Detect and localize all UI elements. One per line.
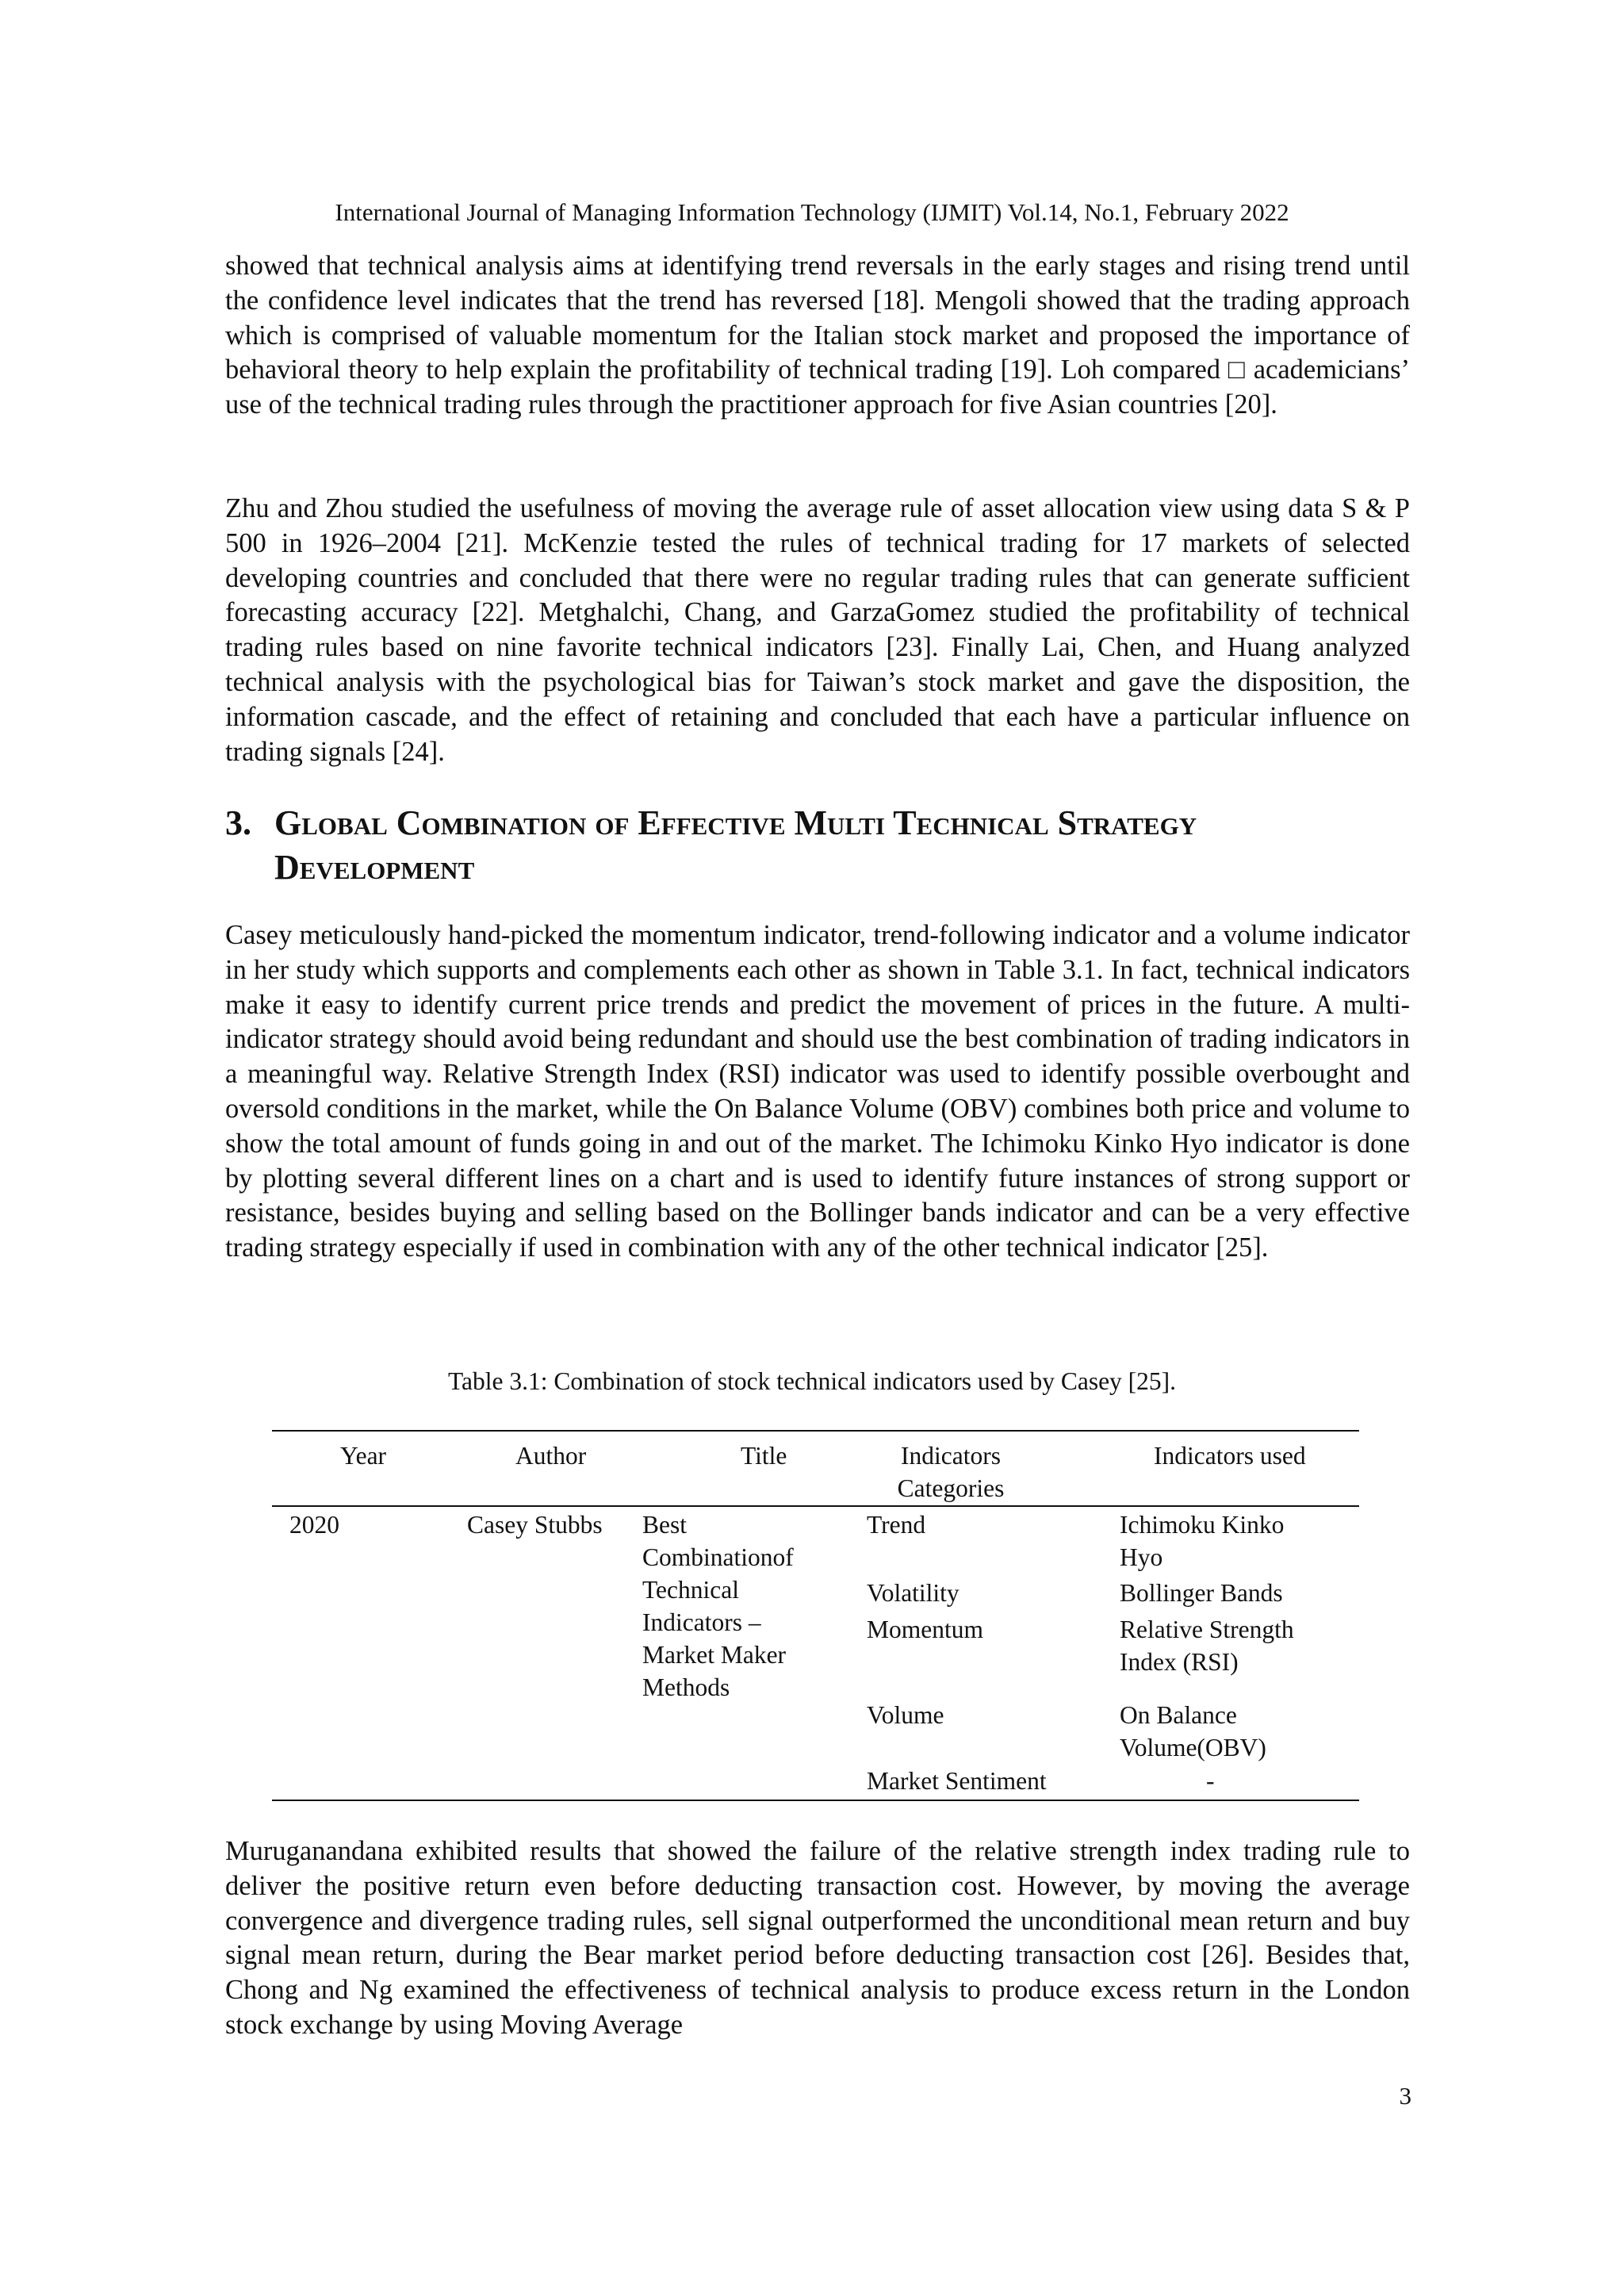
cell-author: Casey Stubbs [467, 1511, 603, 1539]
column-header-categories [868, 1439, 1034, 1504]
cell-title-line: Technical [642, 1576, 739, 1604]
cell-category-volume: Volume [867, 1701, 944, 1729]
paragraph-muruganandana: Muruganandana exhibited results that showed the failure of the relative strength index trading rule to deliver the positive return even before deducting transaction cost. However, by moving the average convergence and divergence trading rules, sell signal outperformed the unconditional mean return and buy signal mean return, during the Bear market period before deducting transaction cost [26]. Besides that, Chong and Ng examined the effectiveness of technical analysis to produce excess return in the London stock exchange by using Moving Average [225, 1836, 1410, 2040]
cell-indicator-line: Index (RSI) [1120, 1648, 1239, 1676]
cell-category-trend: Trend [867, 1511, 926, 1539]
cell-title-line: Market Maker [642, 1641, 787, 1669]
cell-title-line: Best [642, 1511, 688, 1539]
table-caption: Table 3.1: Combination of stock technical indicators used by Casey [25]. [447, 1367, 1177, 1395]
cell-indicator-line: Relative Strength [1120, 1616, 1294, 1643]
cell-indicator-volume [1120, 1699, 1266, 1764]
running-header: International Journal of Managing Information Technology (IJMIT) Vol.14, No.1, February 2022 [335, 198, 1289, 226]
section-title-line-1: Global Combination of Effective Multi Technical Strategy [274, 803, 1197, 842]
cell-category-momentum: Momentum [867, 1616, 983, 1643]
column-header-year: Year [340, 1442, 387, 1470]
cell-indicator-line: On Balance [1120, 1701, 1237, 1729]
cell-indicator-volatility: Bollinger Bands [1120, 1579, 1283, 1607]
cell-category-volatility: Volatility [867, 1579, 959, 1607]
cell-title [642, 1508, 794, 1704]
page-number: 3 [1399, 2082, 1411, 2110]
cell-title-line: Indicators – [642, 1608, 761, 1636]
paragraph-casey-study: Casey meticulously hand-picked the momentum indicator, trend-following indicator and a volume indicator in her study which supports and complements each other as shown in Table 3.1. In fact, technical indicators make it easy to identify current price trends and predict the movement of prices in the future. A multi-indicator strategy should avoid being redundant and should use the best combination of trading indicators in a meaningful way. Relative Strength Index (RSI) indicator was used to identify possible overbought and oversold conditions in the market, while the On Balance Volume (OBV) combines both price and volume to show the total amount of funds going in and out of the market. The Ichimoku Kinko Hyo indicator is done by plotting several different lines on a chart and is used to identify future instances of strong support or resistance, besides buying and selling based on the Bollinger bands indicator and can be a very effective trading strategy especially if used in combination with any of the other technical indicator [25]. [225, 920, 1410, 1263]
cell-category-market-sentiment: Market Sentiment [867, 1767, 1047, 1795]
column-header-categories-line-1: Indicators [901, 1442, 1001, 1470]
cell-title-line: Combinationof [642, 1543, 794, 1571]
cell-year: 2020 [289, 1511, 339, 1539]
column-header-categories-line-2: Categories [897, 1474, 1005, 1502]
cell-indicator-line: Ichimoku Kinko [1120, 1511, 1285, 1539]
table-header-rule [272, 1505, 1359, 1507]
paragraph-related-work: Zhu and Zhou studied the usefulness of moving the average rule of asset allocation view using data S & P 500 in 1926–2004 [21]. McKenzie tested the rules of technical trading for 17 markets of selected developing countries and concluded that there were no regular trading rules that can generate sufficient forecasting accuracy [22]. Metghalchi, Chang, and GarzaGomez studied the profitability of technical trading rules based on nine favorite technical indicators [23]. Finally Lai, Chen, and Huang analyzed technical analysis with the psychological bias for Taiwan’s stock market and gave the disposition, the information cascade, and the effect of retaining and concluded that each have a particular influence on trading signals [24]. [225, 493, 1410, 767]
cell-indicator-market-sentiment: - [1206, 1767, 1215, 1795]
cell-indicator-momentum [1120, 1613, 1294, 1678]
cell-title-line: Methods [642, 1673, 730, 1701]
section-number: 3. [225, 803, 251, 842]
table-bottom-rule [272, 1800, 1359, 1801]
cell-indicator-line: Hyo [1120, 1543, 1163, 1571]
table-top-rule [272, 1430, 1359, 1432]
cell-indicator-trend [1120, 1508, 1284, 1573]
column-header-author: Author [515, 1442, 587, 1470]
column-header-indicators: Indicators used [1154, 1442, 1306, 1470]
indicator-table [272, 1430, 1359, 1801]
cell-indicator-line: Volume(OBV) [1120, 1734, 1266, 1761]
column-header-title: Title [741, 1442, 787, 1470]
paragraph-continuation: showed that technical analysis aims at identifying trend reversals in the early stages and rising trend until the confidence level indicates that the trend has reversed [18]. Mengoli showed that the trading approach which is comprised of valuable momentum for the Italian stock market and proposed the importance of behavioral theory to help explain the profitability of technical trading [19]. Loh compared □ academicians’ use of the technical trading rules through the practitioner approach for five Asian countries [20]. [225, 251, 1410, 420]
section-title-line-2: Development [274, 848, 475, 887]
